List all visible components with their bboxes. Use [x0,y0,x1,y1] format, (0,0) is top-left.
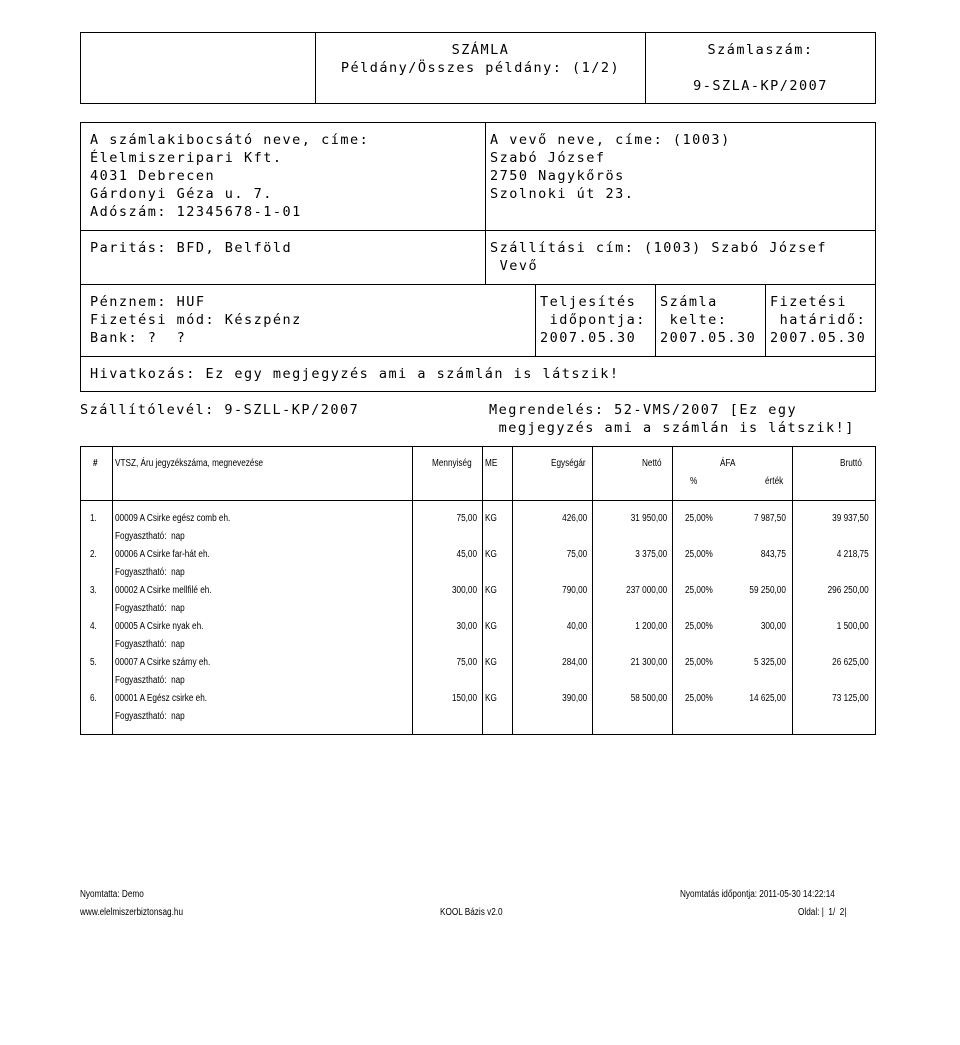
cell-num: 4. [90,621,97,632]
cell-pct: 25,00% [685,657,713,668]
cell-vat: 5 325,00 [754,657,786,668]
cell-unit: KG [485,549,497,560]
parties-hline-3 [80,356,876,357]
order-reference: Megrendelés: 52-VMS/2007 [Ez egy [489,402,798,418]
shipping-address: Szállítási cím: (1003) Szabó József [490,240,827,256]
cell-item: 00005 A Csirke nyak eh. [115,621,204,632]
due-date-label: Fizetési [770,294,848,310]
issuer-tax-number: Adószám: 12345678-1-01 [90,204,302,220]
bank: Bank: ? ? [90,330,187,346]
page-number: Oldal: | 1/ 2| [798,907,847,918]
cell-item: 00001 A Egész csirke eh. [115,693,208,704]
cell-gross: 73 125,00 [832,693,869,704]
cell-net: 1 200,00 [635,621,667,632]
cell-pct: 25,00% [685,693,713,704]
cell-pct: 25,00% [685,549,713,560]
printed-by: Nyomtatta: Demo [80,889,144,900]
cell-price: 40,00 [566,621,587,632]
header-qty: Mennyiség [432,458,472,469]
currency: Pénznem: HUF [90,294,206,310]
performance-date-label: Teljesítés [540,294,637,310]
copy-count: Példány/Összes példány: (1/2) [340,60,621,76]
cell-qty: 300,00 [451,585,477,596]
cell-num: 1. [90,513,97,524]
parties-hline-1 [80,230,876,231]
cell-price: 284,00 [561,657,587,668]
cell-qty: 30,00 [456,621,477,632]
cell-price: 790,00 [561,585,587,596]
cell-num: 2. [90,549,97,560]
buyer-city: 2750 Nagykőrös [490,168,625,184]
cell-net: 3 375,00 [635,549,667,560]
payment-method: Fizetési mód: Készpénz [90,312,302,328]
col-line-net [672,446,673,735]
header-gross: Bruttó [840,458,862,469]
cell-qty: 75,00 [456,657,477,668]
cell-net: 237 000,00 [625,585,667,596]
cell-price: 75,00 [566,549,587,560]
cell-gross: 26 625,00 [832,657,869,668]
cell-num: 6. [90,693,97,704]
header-item: VTSZ, Áru jegyzékszáma, megnevezése [115,458,264,469]
header-num: # [93,458,98,469]
performance-date: 2007.05.30 [540,330,637,346]
cell-gross: 39 937,50 [832,513,869,524]
header-net: Nettó [642,458,662,469]
header-unit: ME [485,458,498,469]
issuer-city: 4031 Debrecen [90,168,216,184]
cell-unit: KG [485,513,497,524]
order-reference-cont: megjegyzés ami a számlán is látszik!] [489,420,855,436]
issuer-name: Élelmiszeripari Kft. [90,150,283,166]
dates-divider-1 [535,284,536,356]
header-vat: ÁFA [720,458,736,469]
issue-date-label-2: kelte: [660,312,728,328]
cell-gross: 296 250,00 [827,585,869,596]
header-vat-pct: % [690,476,698,487]
due-date-label-2: határidő: [770,312,867,328]
invoice-number-label: Számlaszám: [707,42,814,58]
cell-shelf-life: Fogyasztható: nap [115,603,185,614]
app-version: KOOL Bázis v2.0 [440,907,503,918]
issue-date-label: Számla [660,294,718,310]
issuer-label: A számlakibocsátó neve, címe: [90,132,370,148]
print-time: Nyomtatás időpontja: 2011-05-30 14:22:14 [680,889,835,900]
buyer-name: Szabó József [490,150,606,166]
cell-price: 426,00 [561,513,587,524]
issuer-street: Gárdonyi Géza u. 7. [90,186,273,202]
cell-item: 00002 A Csirke mellfilé eh. [115,585,212,596]
cell-item: 00007 A Csirke szárny eh. [115,657,211,668]
cell-qty: 45,00 [456,549,477,560]
cell-shelf-life: Fogyasztható: nap [115,639,185,650]
cell-pct: 25,00% [685,621,713,632]
cell-price: 390,00 [561,693,587,704]
cell-gross: 1 500,00 [837,621,869,632]
header-vat-value: érték [765,476,784,487]
buyer-label: A vevő neve, címe: (1003) [490,132,731,148]
cell-vat: 843,75 [760,549,786,560]
cell-vat: 59 250,00 [749,585,786,596]
dates-divider-2 [655,284,656,356]
delivery-note: Szállítólevél: 9-SZLL-KP/2007 [80,402,360,418]
cell-unit: KG [485,585,497,596]
cell-vat: 300,00 [760,621,786,632]
cell-unit: KG [485,657,497,668]
cell-net: 21 300,00 [630,657,667,668]
cell-num: 3. [90,585,97,596]
cell-qty: 150,00 [451,693,477,704]
cell-gross: 4 218,75 [837,549,869,560]
invoice-title: SZÁMLA [451,42,510,58]
parity: Paritás: BFD, Belföld [90,240,293,256]
cell-num: 5. [90,657,97,668]
cell-item: 00006 A Csirke far-hát eh. [115,549,210,560]
cell-shelf-life: Fogyasztható: nap [115,567,185,578]
cell-vat: 14 625,00 [749,693,786,704]
cell-shelf-life: Fogyasztható: nap [115,531,185,542]
cell-pct: 25,00% [685,585,713,596]
issue-date: 2007.05.30 [660,330,757,346]
invoice-number: 9-SZLA-KP/2007 [693,78,828,94]
cell-net: 58 500,00 [630,693,667,704]
performance-date-label-2: időpontja: [540,312,646,328]
col-line-num [112,446,113,735]
header-unit-price: Egységár [551,458,586,469]
parties-divider [485,122,486,284]
due-date: 2007.05.30 [770,330,867,346]
parties-hline-2 [80,284,876,285]
cell-unit: KG [485,693,497,704]
cell-qty: 75,00 [456,513,477,524]
cell-shelf-life: Fogyasztható: nap [115,711,185,722]
shipping-address-cont: Vevő [490,258,539,274]
cell-item: 00009 A Csirke egész comb eh. [115,513,231,524]
cell-unit: KG [485,621,497,632]
reference-note: Hivatkozás: Ez egy megjegyzés ami a számlán is látszik! [90,366,620,382]
cell-shelf-life: Fogyasztható: nap [115,675,185,686]
website: www.elelmiszerbiztonsag.hu [80,907,184,918]
cell-vat: 7 987,50 [754,513,786,524]
buyer-street: Szolnoki út 23. [490,186,635,202]
col-line-qty [482,446,483,735]
cell-pct: 25,00% [685,513,713,524]
table-header-line [80,500,876,501]
dates-divider-3 [765,284,766,356]
cell-net: 31 950,00 [630,513,667,524]
